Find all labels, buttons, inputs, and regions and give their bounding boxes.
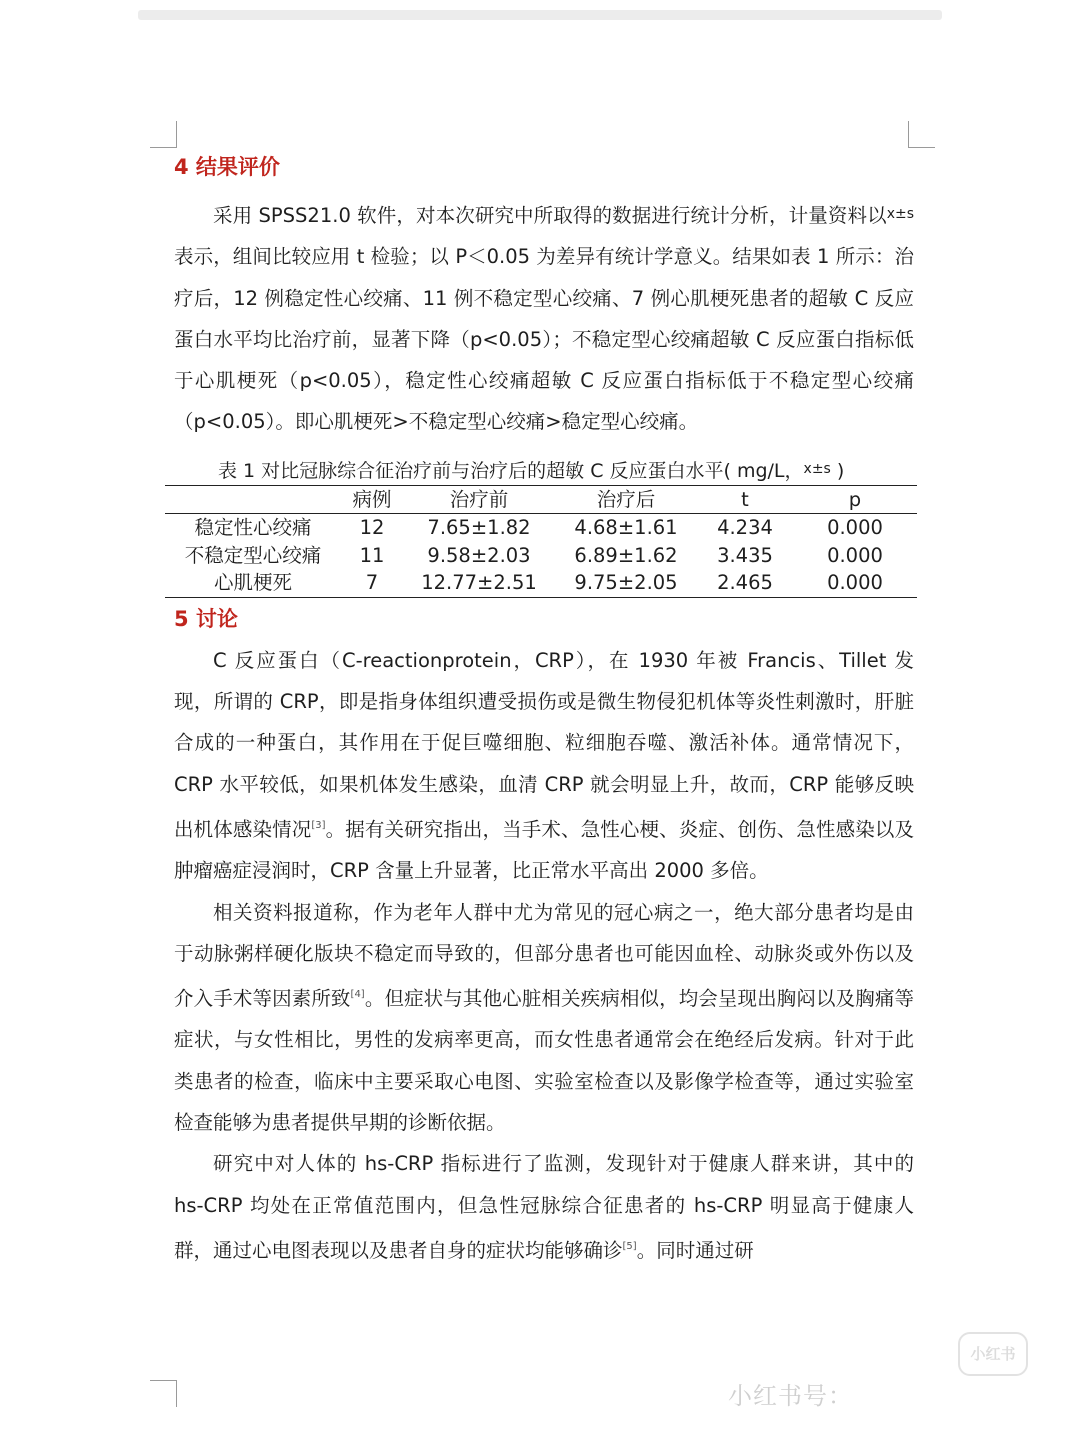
table-header-cell: 治疗前 bbox=[449, 487, 509, 511]
discussion-paragraph-3: 研究中对人体的 hs-CRP 指标进行了监测，发现针对于健康人群来讲，其中的 hs-CRP 均处在正常值范围内，但急性冠脉综合征患者的 hs-CRP 明显高于健康人群，通过心电图表现以及患者自身的症状均能够确诊[5]。同时通过研 bbox=[174, 1152, 914, 1262]
document-page bbox=[174, 150, 914, 1271]
top-scroll-bar bbox=[138, 10, 942, 20]
table-cell: 2.465 bbox=[717, 571, 773, 595]
table-cell: 4.234 bbox=[717, 516, 773, 540]
citation-ref: [5] bbox=[622, 1240, 637, 1252]
mean-sd-symbol: x±s bbox=[886, 206, 914, 222]
table-cell: 6.89±1.62 bbox=[574, 543, 678, 567]
watermark-text: 小红书号： bbox=[728, 1382, 853, 1410]
table-cell: 稳定性心绞痛 bbox=[194, 516, 312, 540]
section-4-heading: 4 结果评价 bbox=[174, 155, 280, 179]
table-header-cell: p bbox=[848, 487, 862, 511]
table-cell: 11 bbox=[359, 543, 385, 567]
table-caption: 表 1 对比冠脉综合征治疗前与治疗后的超敏 C 反应蛋白水平( mg/L，$^{x\pm s}$ ) bbox=[218, 459, 845, 482]
table-cell: 9.75±2.05 bbox=[574, 571, 678, 595]
crop-mark-bottom-left bbox=[150, 1380, 177, 1407]
table-cell: 心肌梗死 bbox=[213, 571, 292, 595]
table-cell: 12 bbox=[359, 516, 385, 540]
table-cell: 12.77±2.51 bbox=[421, 571, 537, 595]
table-header-cell: 病例 bbox=[352, 487, 392, 511]
table-header-cell bbox=[165, 485, 341, 514]
table-cell: 9.58±2.03 bbox=[427, 543, 531, 567]
citation-ref: [4] bbox=[350, 989, 365, 1001]
table-header-row bbox=[165, 485, 917, 514]
table-cell: 3.435 bbox=[717, 543, 773, 567]
watermark-logo: 小红书 bbox=[958, 1332, 1028, 1376]
results-paragraph: 采用 SPSS21.0 软件，对本次研究中所取得的数据进行统计分析，计量资料以$^{x\pm s}$表示，组间比较应用 t 检验；以 P＜0.05 为差异有统计学意义。结果如表 1 所示：治疗后，12 例稳定性心绞痛、11 例不稳定型心绞痛、7 例心肌梗死患者的超敏 C 反应蛋白水平均比治疗前，显著下降（p<0.05）；不稳定型心绞痛超敏 C 反应蛋白指标低于心肌梗死（p<0.05），稳定性心绞痛超敏 C 反应蛋白指标低于不稳定型心绞痛（p<0.05）。即心肌梗死>不稳定型心绞痛>稳定型心绞痛。 bbox=[174, 204, 914, 434]
crop-mark-top-right bbox=[908, 121, 935, 148]
table-cell: 不稳定型心绞痛 bbox=[184, 543, 322, 567]
table-row bbox=[165, 542, 917, 570]
discussion-paragraph-2: 相关资料报道称，作为老年人群中尤为常见的冠心病之一，绝大部分患者均是由于动脉粥样硬化版块不稳定而导致的，但部分患者也可能因血栓、动脉炎或外伤以及介入手术等因素所致[4]。但症状与其他心脏相关疾病相似，均会呈现出胸闷以及胸痛等症状，与女性相比，男性的发病率更高，而女性患者通常会在绝经后发病。针对于此类患者的检查，临床中主要采取心电图、实验室检查以及影像学检查等，通过实验室检查能够为患者提供早期的诊断依据。 bbox=[174, 900, 914, 1135]
section-5-heading: 5 讨论 bbox=[174, 606, 238, 631]
discussion-paragraph-1: C 反应蛋白（C-reactionprotein，CRP），在 1930 年被 Francis、Tillet 发现，所谓的 CRP，即是指身体组织遭受损伤或是微生物侵犯机体等炎性刺激时，肝脏合成的一种蛋白，其作用在于促巨噬细胞、粒细胞吞噬、激活补体。通常情况下，CRP 水平较低，如果机体发生感染，血清 CRP 就会明显上升，故而，CRP 能够反映出机体感染情况[3]。据有关研究指出，当手术、急性心梗、炎症、创伤、急性感染以及肿瘤癌症浸润时，CRP 含量上升显著，比正常水平高出 2000 多倍。 bbox=[174, 648, 914, 883]
crp-table bbox=[165, 485, 917, 598]
table-row bbox=[165, 569, 917, 597]
table-cell: 7.65±1.82 bbox=[427, 516, 531, 540]
table-row bbox=[165, 514, 917, 542]
caption-mean-sd-symbol: x±s bbox=[803, 460, 831, 477]
table-cell: 0.000 bbox=[827, 543, 883, 567]
citation-ref: [3] bbox=[311, 819, 326, 831]
table-header-cell: 治疗后 bbox=[596, 487, 656, 511]
table-cell: 0.000 bbox=[827, 571, 883, 595]
table-header-cell: t bbox=[741, 487, 749, 511]
table-cell: 4.68±1.61 bbox=[574, 516, 678, 540]
table-cell: 7 bbox=[365, 571, 379, 595]
crop-mark-top-left bbox=[150, 121, 177, 148]
table-cell: 0.000 bbox=[827, 516, 883, 540]
